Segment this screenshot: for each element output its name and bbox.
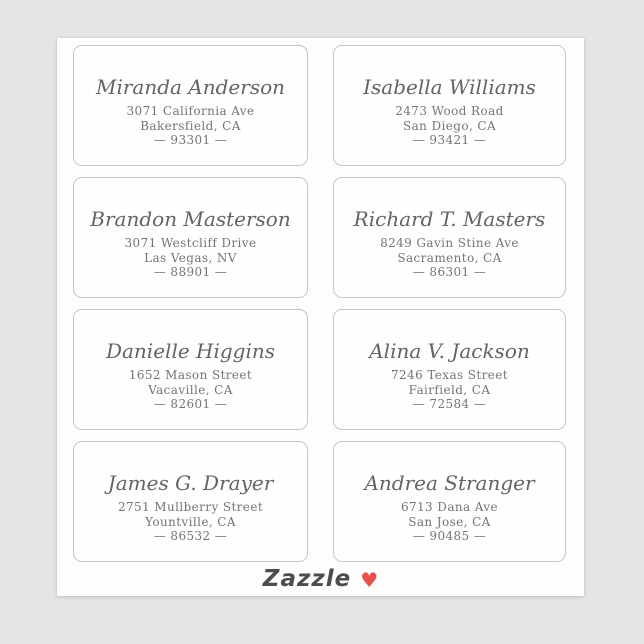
recipient-name: Miranda Anderson — [95, 75, 286, 99]
address-label — [73, 441, 308, 562]
recipient-name: Richard T. Masters — [353, 207, 546, 231]
recipient-name: Brandon Masterson — [90, 207, 291, 231]
city-state: Vacaville, CA — [148, 382, 233, 397]
street-address: 6713 Dana Ave — [400, 500, 499, 514]
city-state: Bakersfield, CA — [140, 118, 241, 133]
heart-icon: ♥ — [360, 568, 379, 592]
recipient-name: James G. Drayer — [107, 471, 274, 495]
sticker-sheet — [57, 38, 584, 596]
recipient-name: Andrea Stranger — [364, 471, 535, 495]
address-label — [333, 309, 566, 430]
address-label — [333, 45, 566, 166]
address-label — [333, 177, 566, 298]
city-state: Yountville, CA — [145, 514, 236, 529]
zazzle-branding — [57, 562, 584, 596]
city-state: San Jose, CA — [408, 514, 491, 529]
street-address: 8249 Gavin Stine Ave — [380, 236, 519, 250]
city-state: San Diego, CA — [402, 118, 497, 133]
street-address: 3071 Westcliff Drive — [124, 236, 257, 250]
zip-code: — 86532 — — [153, 529, 228, 543]
zip-code: — 90485 — — [412, 529, 487, 543]
zip-code: — 86301 — — [412, 265, 487, 279]
labels-grid — [73, 45, 566, 562]
address-label — [73, 177, 308, 298]
street-address: 3071 California Ave — [126, 104, 255, 118]
recipient-name: Isabella Williams — [363, 75, 536, 99]
street-address: 7246 Texas Street — [390, 368, 509, 382]
recipient-name: Danielle Higgins — [105, 339, 276, 363]
zazzle-logo: Zazzle — [262, 566, 352, 592]
zip-code: — 82601 — — [153, 397, 228, 411]
recipient-name: Alina V. Jackson — [369, 339, 530, 363]
city-state: Fairfield, CA — [408, 382, 491, 397]
address-label — [333, 441, 566, 562]
street-address: 2751 Mullberry Street — [117, 500, 264, 514]
street-address: 2473 Wood Road — [395, 104, 504, 118]
zip-code: — 88901 — — [153, 265, 228, 279]
address-label — [73, 309, 308, 430]
zip-code: — 93421 — — [412, 133, 487, 147]
city-state: Sacramento, CA — [397, 250, 502, 265]
address-label — [73, 45, 308, 166]
street-address: 1652 Mason Street — [128, 368, 253, 382]
zip-code: — 72584 — — [412, 397, 487, 411]
zip-code: — 93301 — — [153, 133, 228, 147]
city-state: Las Vegas, NV — [144, 250, 237, 265]
